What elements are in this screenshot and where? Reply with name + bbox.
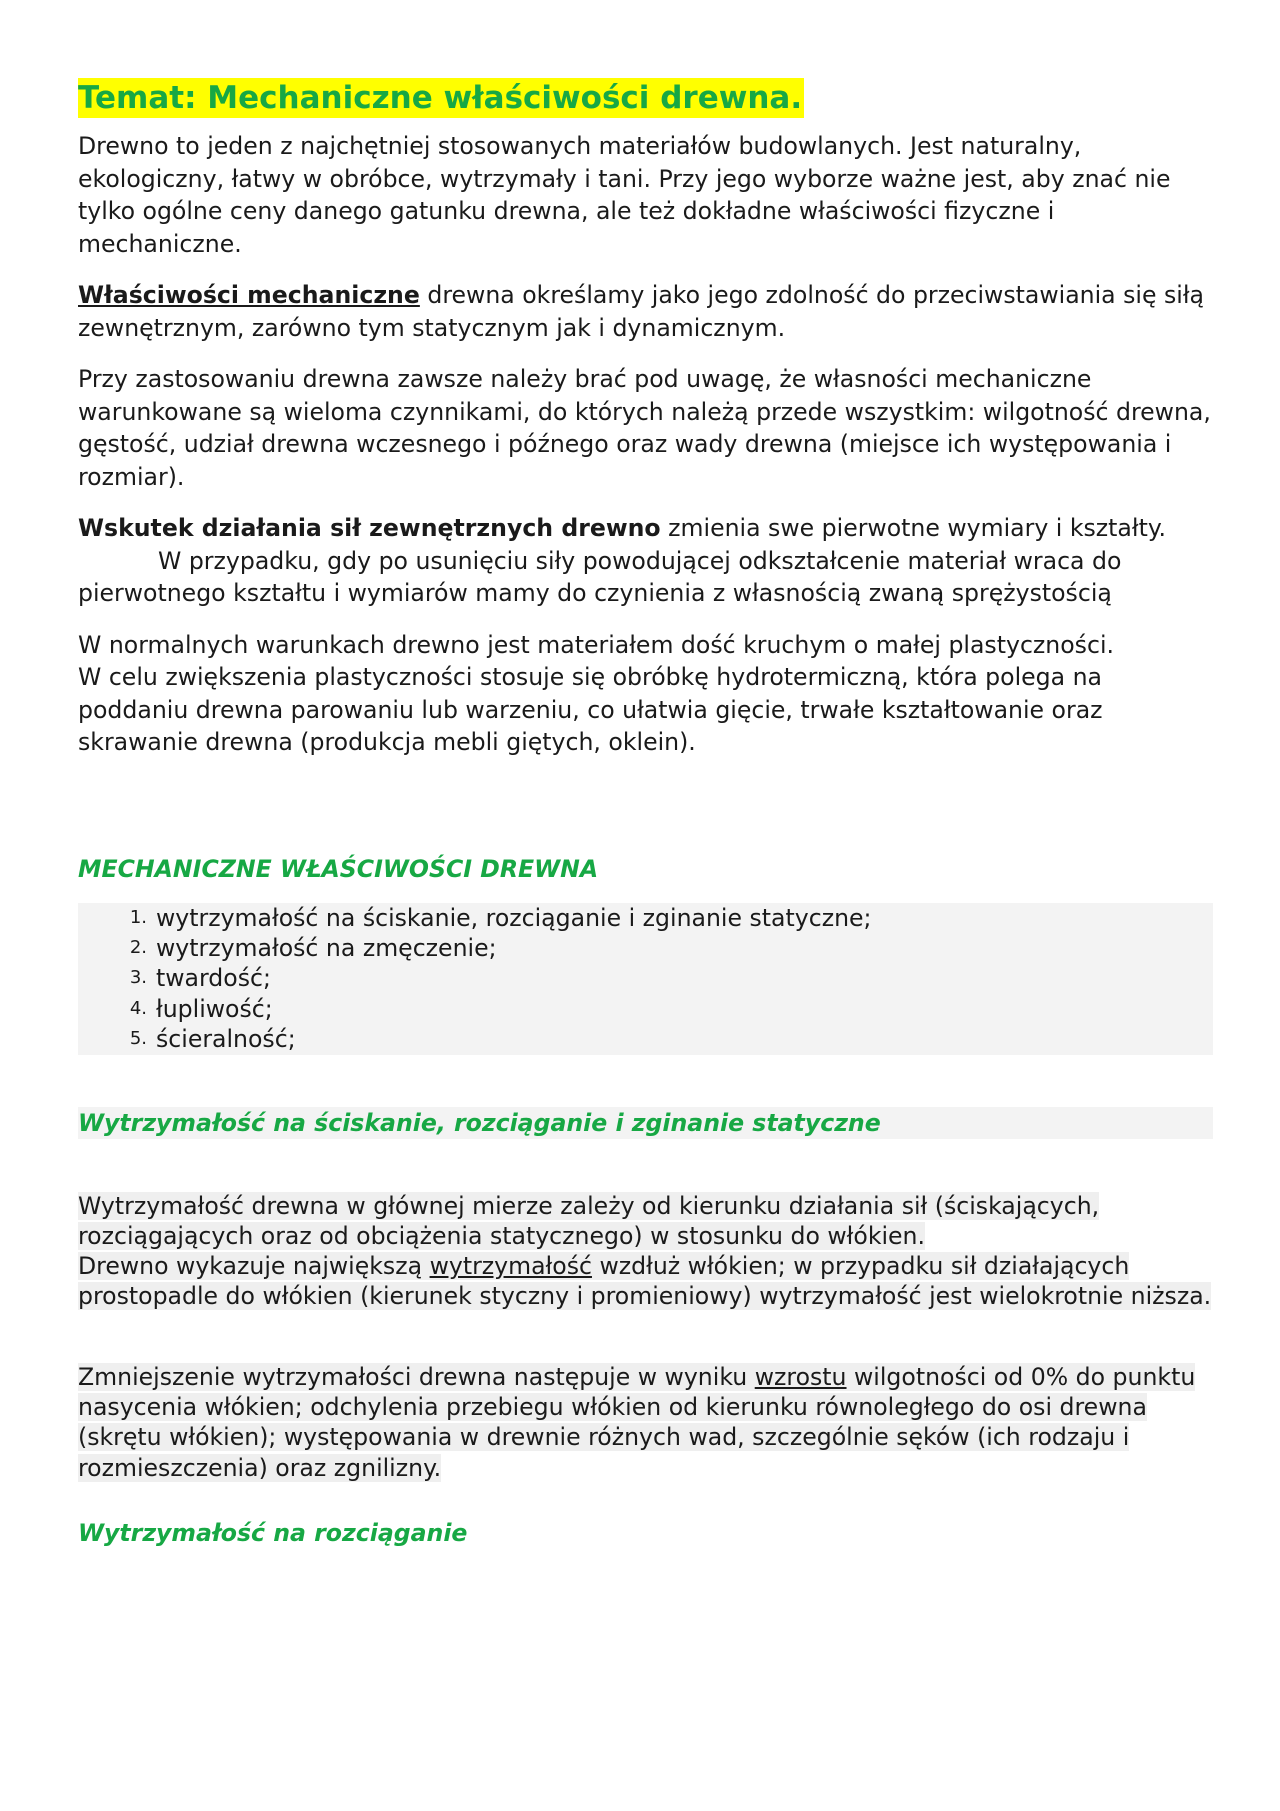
list-item-text: twardość; [156,964,271,993]
plasticity-paragraph [78,629,1213,759]
plasticity-text-b: W celu zwiększenia plastyczności stosuje się obróbkę hydrotermiczną, która polega na poddaniu drewna parowaniu lub warzeniu, co ułatwia gięcie, trwałe kształtowanie oraz skrawanie drewna (produkcja mebli giętych, oklein). [78,663,1103,756]
strength-direction-paragraph [78,1191,1213,1312]
list-item-text: wytrzymałość na ściskanie, rozciąganie i zginanie statyczne; [156,903,872,932]
strength-reduction-text [78,1363,1195,1482]
elasticity-text-a: zmienia swe pierwotne wymiary i kształty. [660,514,1166,542]
list-item-text: wytrzymałość na zmęczenie; [156,933,497,962]
document-page [78,78,1213,1549]
intro-paragraph: Drewno to jeden z najchętniej stosowanych materiałów budowlanych. Jest naturalny, ekologiczny, łatwy w obróbce, wytrzymały i tani. Przy jego wyborze ważne jest, aby znać nie tylko ogólne ceny danego gatunku drewna, ale też dokładne właściwości fizyczne i mechaniczne. [78,132,1171,258]
list-item [78,903,1213,933]
list-item-number: 1. [129,906,147,928]
list-item-text: ścieralność; [156,1025,296,1054]
mechanical-properties-term: Właściwości mechaniczne [78,281,420,309]
strength-reduction-pre: Zmniejszenie wytrzymałości drewna następuje w wyniku [78,1362,755,1391]
section-title-mechanical-properties: MECHANICZNE WŁAŚCIWOŚCI DREWNA [78,854,599,883]
section-title-strength: Wytrzymałość na ściskanie, rozciąganie i zginanie statyczne [78,1107,1213,1139]
list-item [78,963,1213,993]
list-item [78,994,1213,1024]
factors-paragraph: Przy zastosowaniu drewna zawsze należy brać pod uwagę, że własności mechaniczne warunkowane są wieloma czynnikami, do których należą przede wszystkim: wilgotność drewna, gęstość, udział drewna wczesnego i późnego oraz wady drewna (miejsce ich występowania i rozmiar). [78,365,1211,491]
strength-direction-text: Wytrzymałość drewna w głównej mierze zależy od kierunku działania sił (ściskających, rozciągających oraz od obciążenia statycznego) w stosunku do włókien. [78,1191,1100,1250]
properties-list [78,903,1213,1055]
strength-reduction-paragraph [78,1362,1213,1483]
strength-along-fibers-text [78,1252,1211,1310]
growth-underlined-word: wzrostu [754,1362,847,1391]
document-title: Temat: Mechaniczne właściwości drewna. [78,80,803,116]
elasticity-paragraph [78,512,1213,610]
strength-along-fibers-pre: Drewno wykazuje największą [78,1252,430,1281]
plasticity-text-a: W normalnych warunkach drewno jest materiałem dość kruchym o małej plastyczności. [78,630,1115,659]
list-item-text: łupliwość; [156,994,273,1023]
section-title-tensile-strength: Wytrzymałość na rozciąganie [78,1518,468,1547]
external-forces-term: Wskutek działania sił zewnętrznych drewno [78,514,661,542]
strength-along-fibers-post: wzdłuż włókien; w przypadku sił działających prostopadle do włókien (kierunek styczny i promieniowy) wytrzymałość jest wielokrotnie niższa. [78,1252,1212,1311]
properties-list-box [78,903,1213,1055]
list-item-number: 4. [129,997,147,1019]
list-item-number: 3. [129,967,147,989]
list-item-number: 2. [129,936,147,958]
strength-reduction-post: wilgotności od 0% do punktu nasycenia włókien; odchylenia przebiegu włókien od kierunku równoległego do osi drewna (skrętu włókien); występowania w drewnie różnych wad, szczególnie sęków (ich rodzaju i rozmieszczenia) oraz zgnilizny. [78,1362,1196,1482]
mechanical-properties-text: drewna określamy jako jego zdolność do przeciwstawiania się siłą zewnętrznym, zarówno tym statycznym jak i dynamicznym. [78,281,1205,342]
list-item [78,1024,1213,1054]
mechanical-properties-definition [78,279,1213,344]
strength-underlined-word: wytrzymałość [429,1252,592,1281]
list-item [78,933,1213,963]
list-item-number: 5. [129,1028,147,1050]
elasticity-text-b: W przypadku, gdy po usunięciu siły powodującej odkształcenie materiał wraca do pierwotnego kształtu i wymiarów mamy do czynienia z własnością zwaną sprężystością [78,546,1122,607]
